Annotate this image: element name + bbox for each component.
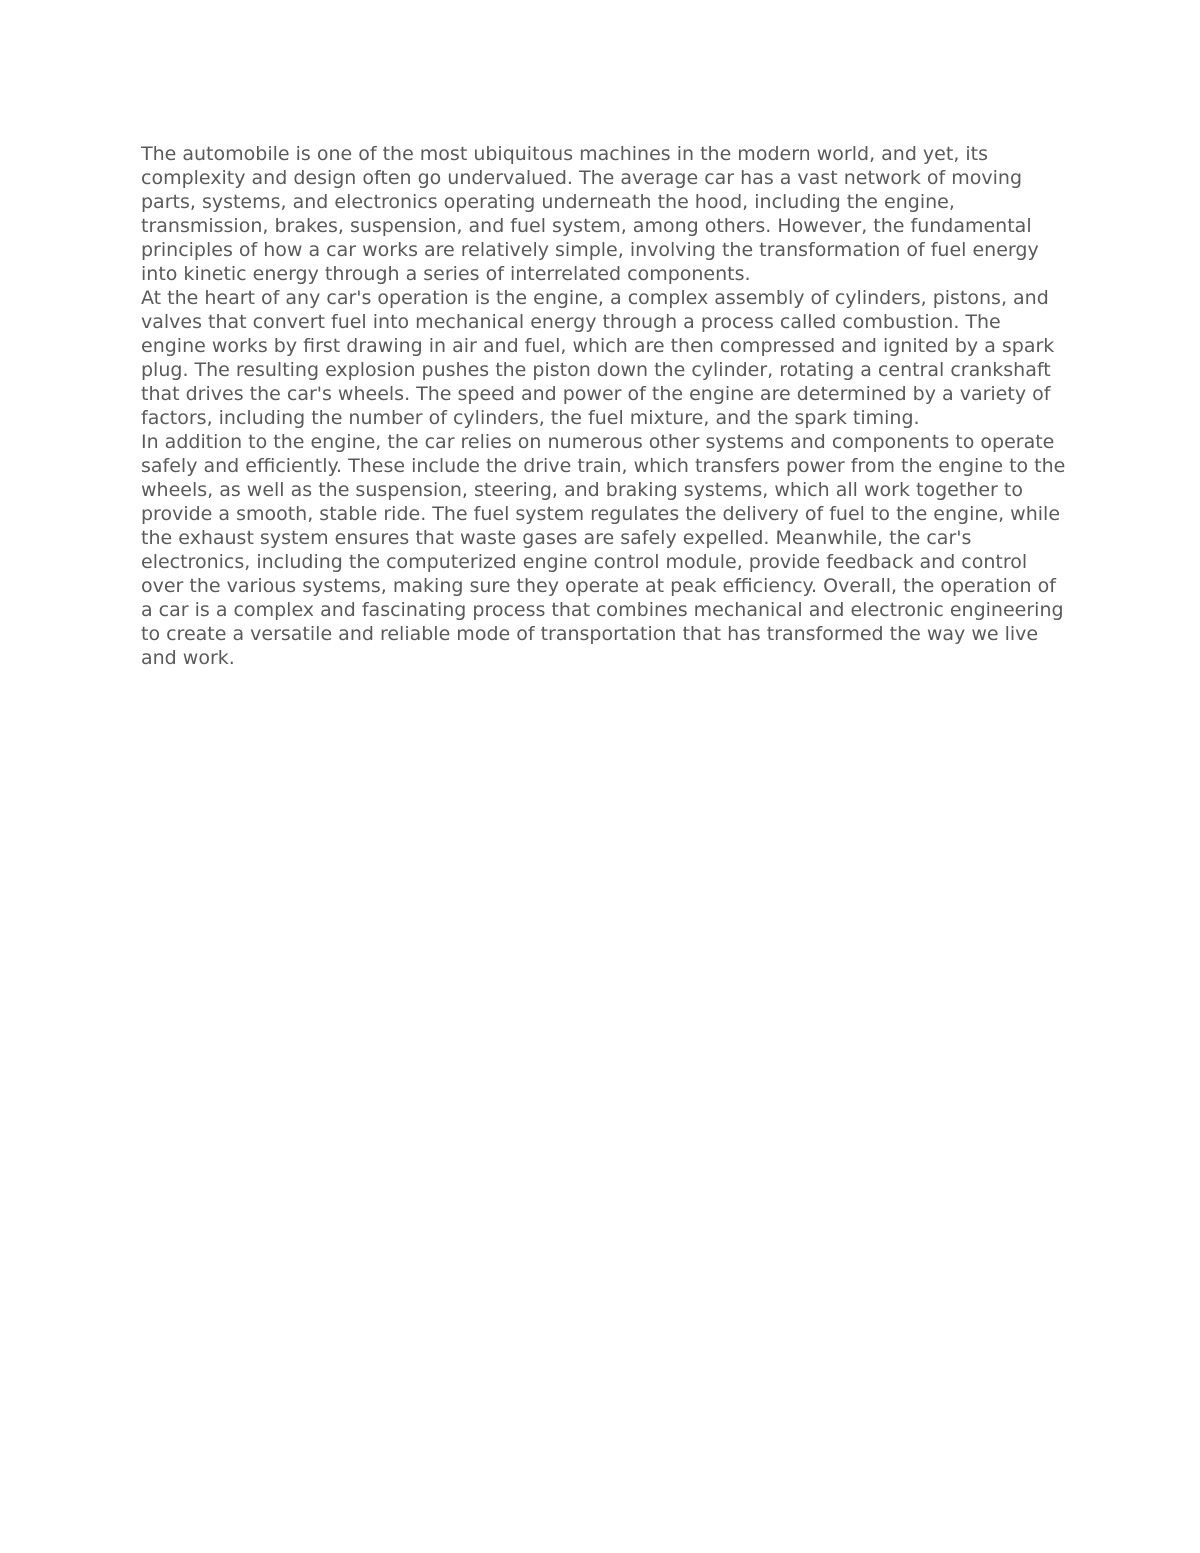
document-body bbox=[141, 142, 1066, 670]
paragraph-1: The automobile is one of the most ubiquitous machines in the modern world, and yet, its complexity and design often go undervalued. The average car has a vast network of moving parts, systems, and electronics operating underneath the hood, including the engine, transmission, brakes, suspension, and fuel system, among others. However, the fundamental principles of how a car works are relatively simple, involving the transformation of fuel energy into kinetic energy through a series of interrelated components. bbox=[141, 143, 1039, 285]
paragraph-2: At the heart of any car's operation is the engine, a complex assembly of cylinders, pistons, and valves that convert fuel into mechanical energy through a process called combustion. The engine works by first drawing in air and fuel, which are then compressed and ignited by a spark plug. The resulting explosion pushes the piston down the cylinder, rotating a central crankshaft that drives the car's wheels. The speed and power of the engine are determined by a variety of factors, including the number of cylinders, the fuel mixture, and the spark timing. bbox=[141, 287, 1055, 429]
paragraph-3: In addition to the engine, the car relies on numerous other systems and components to operate safely and efficiently. These include the drive train, which transfers power from the engine to the wheels, as well as the suspension, steering, and braking systems, which all work together to provide a smooth, stable ride. The fuel system regulates the delivery of fuel to the engine, while the exhaust system ensures that waste gases are safely expelled. Meanwhile, the car's electronics, including the computerized engine control module, provide feedback and control over the various systems, making sure they operate at peak efficiency. Overall, the operation of a car is a complex and fascinating process that combines mechanical and electronic engineering to create a versatile and reliable mode of transportation that has transformed the way we live and work. bbox=[141, 431, 1066, 669]
